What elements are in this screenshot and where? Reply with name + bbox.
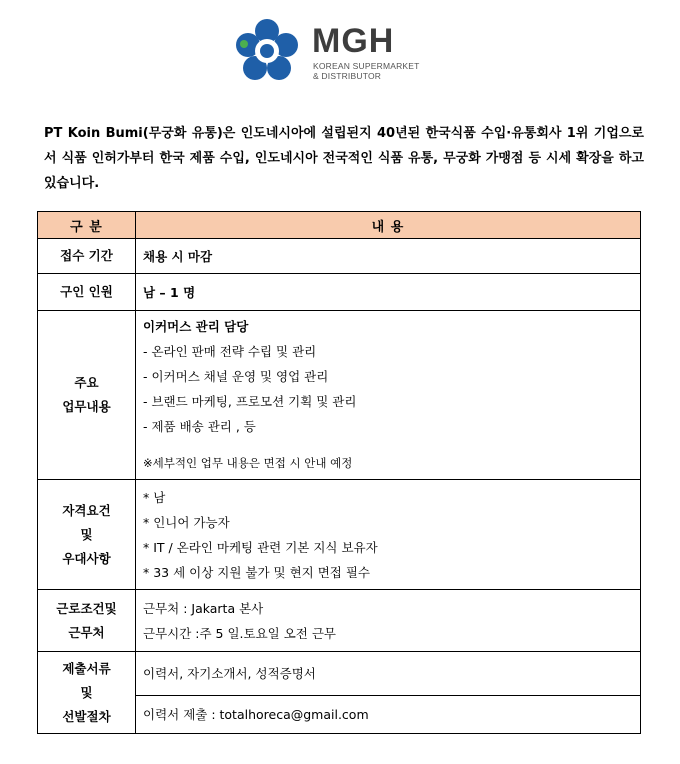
row-conditions	[38, 590, 641, 652]
table-header-row	[38, 212, 641, 239]
qualifications-label	[38, 480, 136, 590]
logo-subtitle-line1: KOREAN SUPERMARKET	[313, 61, 420, 71]
submission-label	[38, 652, 136, 734]
company-intro: PT Koin Bumi(무궁화 유통)은 인도네시아에 설립된지 40년된 한국식품 수입·유통회사 1위 기업으로서 식품 인허가부터 한국 제품 수입, 인도네시아 전국적인 식품 유통, 무궁화 가맹점 등 시세 확장을 하고 있습니다.	[44, 126, 644, 191]
work-location: 근무처 : Jakarta 본사	[143, 600, 264, 616]
flower-core	[260, 44, 274, 58]
logo-name: MGH	[312, 22, 395, 60]
duties-label-line2: 업무내용	[62, 399, 111, 414]
duty-item: - 제품 배송 관리 , 등	[143, 419, 256, 434]
conditions-label	[38, 590, 136, 652]
flower-logo-icon	[232, 18, 302, 84]
work-hours: 근무시간 :주 5 일.토요일 오전 근무	[143, 625, 336, 641]
row-submission-documents	[38, 652, 641, 696]
qualification-item: * 33 세 이상 지원 불가 및 현지 면접 필수	[143, 564, 370, 580]
qualification-item: * 남	[143, 489, 166, 505]
period-value: 채용 시 마감	[136, 239, 641, 274]
row-period	[38, 239, 641, 274]
duties-label-line1: 주요	[74, 375, 99, 390]
row-duties	[38, 311, 641, 480]
headcount-value: 남 – 1 명	[136, 274, 641, 311]
headcount-label: 구인 인원	[38, 274, 136, 311]
duty-item: - 브랜드 마케팅, 프로모션 기획 및 관리	[143, 394, 357, 409]
conditions-label-line1: 근로조건및	[56, 600, 117, 616]
row-qualifications	[38, 480, 641, 590]
duties-content	[136, 311, 641, 480]
submission-email: 이력서 제출 : totalhoreca@gmail.com	[136, 696, 641, 734]
duty-item: - 이커머스 채널 운영 및 영업 관리	[143, 369, 329, 384]
conditions-label-line2: 근무처	[68, 624, 105, 640]
period-label: 접수 기간	[38, 239, 136, 274]
qualifications-content	[136, 480, 641, 590]
conditions-content	[136, 590, 641, 652]
submission-label-line3: 선발절차	[62, 708, 111, 724]
submission-documents: 이력서, 자기소개서, 성적증명서	[136, 652, 641, 696]
logo-subtitle-line2: & DISTRIBUTOR	[313, 71, 382, 81]
qualification-item: * IT / 온라인 마케팅 관련 기본 지식 보유자	[143, 539, 378, 555]
duty-item: - 온라인 판매 전략 수립 및 관리	[143, 344, 317, 359]
qualifications-label-line3: 우대사항	[62, 550, 111, 566]
duties-note: ※세부적인 업무 내용은 면접 시 안내 예정	[143, 456, 353, 470]
green-dot-icon	[240, 40, 248, 48]
qualification-item: * 인니어 가능자	[143, 514, 230, 530]
duties-label	[38, 311, 136, 480]
duties-title: 이커머스 관리 담당	[143, 319, 249, 334]
submission-label-line2: 및	[80, 684, 93, 700]
row-headcount	[38, 274, 641, 311]
company-logo	[232, 18, 432, 84]
submission-label-line1: 제출서류	[62, 660, 111, 676]
qualifications-label-line1: 자격요건	[62, 502, 111, 518]
header-category: 구 분	[38, 212, 136, 239]
header-content: 내 용	[136, 212, 641, 239]
qualifications-label-line2: 및	[80, 526, 93, 542]
job-info-table	[37, 211, 641, 734]
